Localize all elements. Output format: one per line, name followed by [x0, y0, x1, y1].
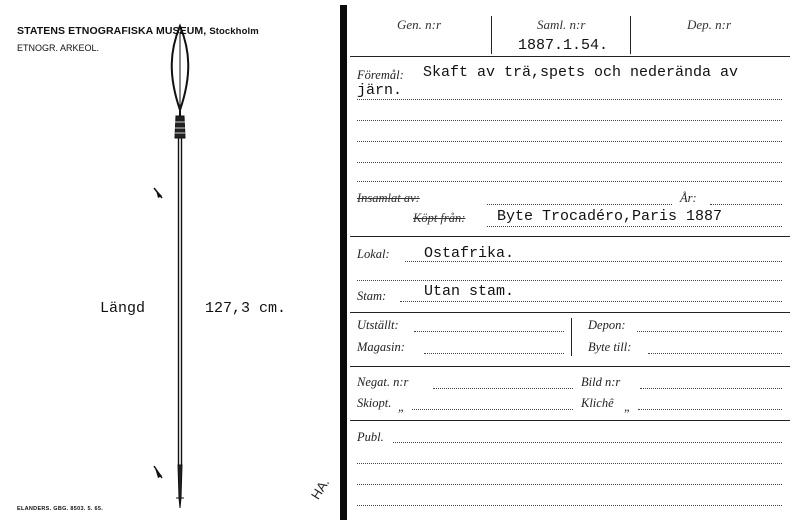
museum-name: STATENS ETNOGRAFISKA MUSEUM, Stockholm	[17, 25, 259, 37]
skiopt-label: Skiopt.	[357, 396, 392, 410]
header-divider-2	[630, 16, 631, 54]
department-label: ETNOGR. ARKEOL.	[17, 43, 100, 53]
foremal-label: Föremål:	[357, 68, 404, 82]
source-rule	[350, 236, 790, 237]
museum-city: Stockholm	[209, 26, 259, 37]
byte-till-label: Byte till:	[588, 340, 632, 354]
spear-butt-spike	[178, 465, 182, 508]
length-value: 127,3 cm.	[205, 300, 287, 317]
header-divider-1	[491, 16, 492, 54]
printer-imprint: ELANDERS. GBG. 8503. 5. 65.	[17, 506, 104, 512]
kliche-ditto: „	[624, 400, 631, 414]
source-value: Byte Trocadéro,Paris 1887	[497, 208, 723, 225]
depon-label: Depon:	[588, 318, 626, 332]
card-divider-bar	[340, 5, 347, 520]
length-label: Längd	[100, 300, 146, 317]
gen-label: Gen. n:r	[397, 17, 442, 32]
saml-label: Saml. n:r	[537, 17, 586, 32]
stam-value: Utan stam.	[424, 283, 515, 300]
utstallt-label: Utställt:	[357, 318, 399, 332]
negat-label: Negat. n:r	[357, 375, 409, 389]
skiopt-ditto: „	[398, 400, 405, 414]
ar-label: År:	[680, 191, 697, 205]
kliche-label: Klichê	[581, 396, 614, 410]
foremal-line-1: Skaft av trä,spets och nederända av	[423, 64, 739, 81]
photo-rule	[350, 420, 790, 421]
struck-label-collected: Insamlat av:	[357, 191, 420, 205]
struck-label-bought: Köpt från:	[413, 211, 466, 225]
handwritten-note: HA.	[308, 475, 333, 502]
storage-rule	[350, 366, 790, 367]
bild-label: Bild n:r	[581, 375, 621, 389]
lokal-label: Lokal:	[357, 247, 390, 261]
lokal-value: Ostafrika.	[424, 245, 515, 262]
stam-rule	[350, 312, 790, 313]
spear-drawing	[140, 20, 220, 520]
dep-label: Dep. n:r	[687, 17, 732, 32]
stam-label: Stam:	[357, 289, 387, 303]
header-rule	[350, 56, 790, 57]
foremal-line-2: järn.	[357, 82, 403, 99]
publ-label: Publ.	[357, 430, 384, 444]
storage-divider	[571, 318, 572, 356]
saml-value: 1887.1.54.	[518, 37, 609, 54]
spear-socket	[175, 116, 185, 138]
magasin-label: Magasin:	[357, 340, 405, 354]
